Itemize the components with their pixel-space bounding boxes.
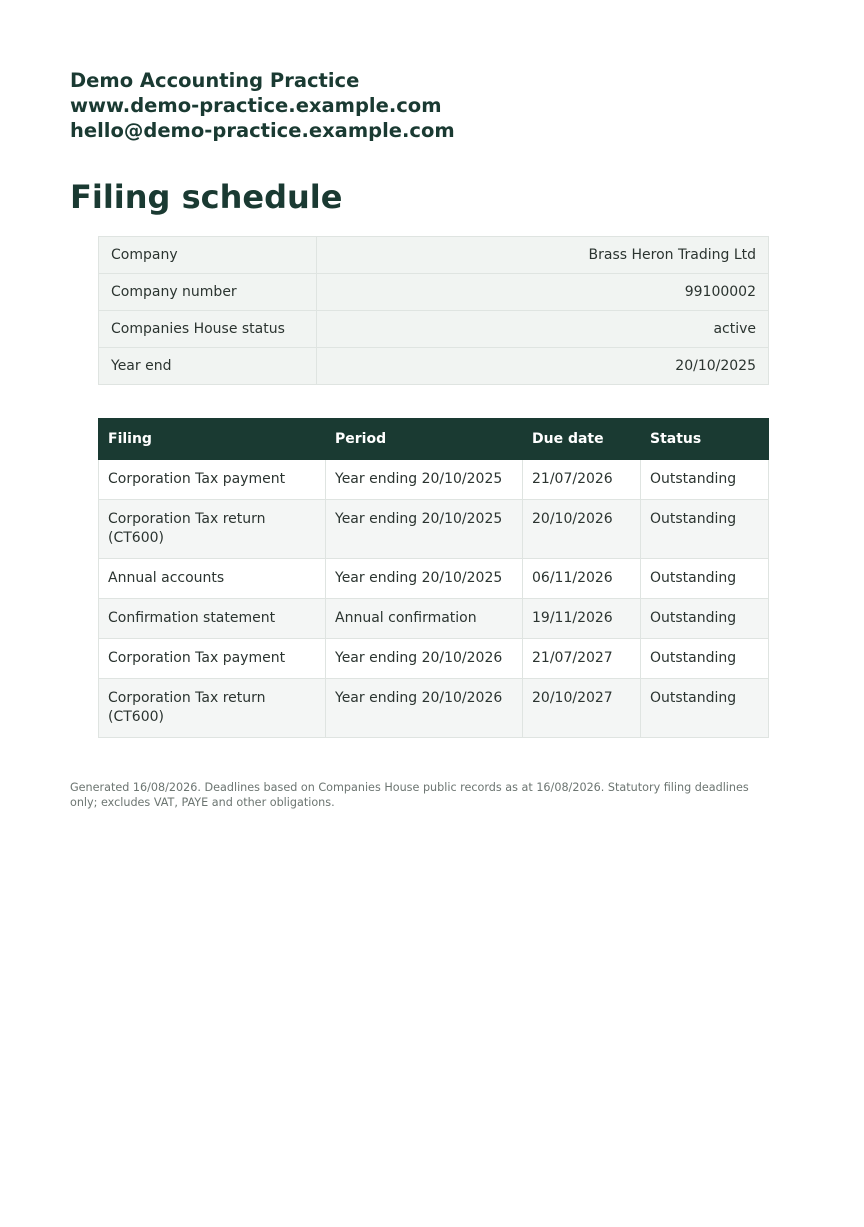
company-info-label: Companies House status (99, 311, 317, 348)
period-cell: Year ending 20/10/2025 (326, 500, 523, 559)
practice-header (70, 68, 770, 143)
company-info-label: Year end (99, 348, 317, 385)
company-info-value: 99100002 (317, 274, 769, 311)
filing-cell: Corporation Tax payment (99, 639, 326, 679)
practice-email: hello@demo-practice.example.com (70, 119, 455, 142)
company-info-row (99, 311, 769, 348)
company-info-label: Company number (99, 274, 317, 311)
filing-cell: Corporation Tax payment (99, 460, 326, 500)
table-row (99, 460, 769, 500)
status-cell: Outstanding (641, 639, 769, 679)
company-info-label: Company (99, 237, 317, 274)
period-cell: Year ending 20/10/2026 (326, 639, 523, 679)
footnote: Generated 16/08/2026. Deadlines based on Companies House public records as at 16/08/2026. Statutory filing deadlines only; excludes VAT, PAYE and other obligations. (70, 781, 749, 809)
status-cell: Outstanding (641, 460, 769, 500)
table-header-row (99, 419, 769, 460)
due-date-cell: 06/11/2026 (523, 559, 641, 599)
page-title: Filing schedule (70, 178, 343, 216)
column-header-status: Status (641, 419, 769, 460)
period-cell: Year ending 20/10/2025 (326, 460, 523, 500)
status-cell: Outstanding (641, 559, 769, 599)
practice-website: www.demo-practice.example.com (70, 94, 442, 117)
table-row (99, 599, 769, 639)
table-row (99, 559, 769, 599)
due-date-cell: 21/07/2026 (523, 460, 641, 500)
column-header-filing: Filing (99, 419, 326, 460)
due-date-cell: 19/11/2026 (523, 599, 641, 639)
status-cell: Outstanding (641, 599, 769, 639)
company-info-table (98, 236, 769, 385)
company-info-row (99, 237, 769, 274)
filing-cell: Corporation Tax return (CT600) (99, 679, 326, 738)
filing-cell: Confirmation statement (99, 599, 326, 639)
filing-cell: Annual accounts (99, 559, 326, 599)
company-info-row (99, 274, 769, 311)
table-row (99, 639, 769, 679)
filing-cell: Corporation Tax return (CT600) (99, 500, 326, 559)
table-row (99, 679, 769, 738)
status-cell: Outstanding (641, 679, 769, 738)
document-page (70, 68, 770, 810)
company-info-value: active (317, 311, 769, 348)
filing-schedule-table (98, 418, 769, 738)
table-row (99, 500, 769, 559)
practice-name: Demo Accounting Practice (70, 69, 360, 92)
company-info-row (99, 348, 769, 385)
period-cell: Annual confirmation (326, 599, 523, 639)
column-header-due-date: Due date (523, 419, 641, 460)
company-info-value: 20/10/2025 (317, 348, 769, 385)
period-cell: Year ending 20/10/2025 (326, 559, 523, 599)
column-header-period: Period (326, 419, 523, 460)
period-cell: Year ending 20/10/2026 (326, 679, 523, 738)
due-date-cell: 21/07/2027 (523, 639, 641, 679)
company-info-value: Brass Heron Trading Ltd (317, 237, 769, 274)
due-date-cell: 20/10/2027 (523, 679, 641, 738)
status-cell: Outstanding (641, 500, 769, 559)
due-date-cell: 20/10/2026 (523, 500, 641, 559)
